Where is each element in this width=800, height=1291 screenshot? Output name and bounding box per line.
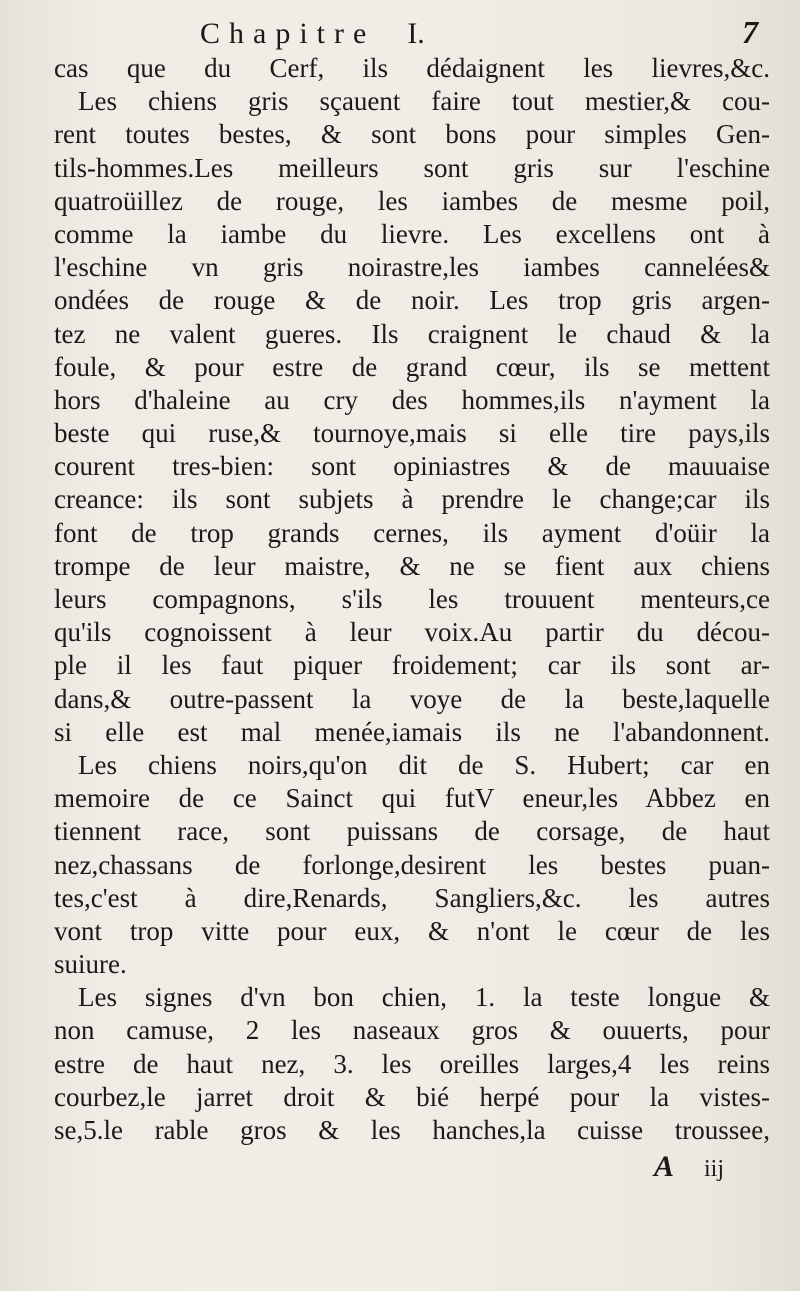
chapter-number: I.: [407, 17, 425, 50]
text-line: dans,& outre-passent la voye de la beste,laquelle: [54, 683, 770, 714]
text-line: courbez,le jarret droit & bié herpé pour la vistes-: [54, 1081, 770, 1112]
text-line: tes,c'est à dire,Renards, Sangliers,&c. les autres: [54, 882, 770, 913]
signature-letter: A: [654, 1150, 675, 1184]
text-line: trompe de leur maistre, & ne se fient aux chiens: [54, 550, 770, 581]
text-line: se,5.le rable gros & les hanches,la cuisse troussee,: [54, 1115, 770, 1145]
text-line: comme la iambe du lievre. Les excellens ont à: [54, 218, 770, 249]
text-line: Les chiens noirs,qu'on dit de S. Hubert; car en: [78, 749, 770, 780]
text-line: vont trop vitte pour eux, & n'ont le cœur de les: [54, 915, 770, 946]
text-line: Les signes d'vn bon chien, 1. la teste longue &: [78, 982, 770, 1013]
body-text: [54, 52, 770, 1147]
text-line: font de trop grands cernes, ils ayment d'oüir la: [54, 517, 770, 548]
text-line: nez,chassans de forlonge,desirent les bestes puan-: [54, 849, 770, 880]
text-line: rent toutes bestes, & sont bons pour simples Gen-: [54, 119, 770, 150]
text-line: foule, & pour estre de grand cœur, ils se mettent: [54, 351, 770, 382]
chapter-word: Chapitre: [200, 17, 376, 50]
text-line: cas que du Cerf, ils dédaignent les lievres,&c.: [54, 53, 770, 83]
text-line: creance: ils sont subjets à prendre le change;car ils: [54, 484, 770, 515]
chapter-title: [200, 17, 425, 51]
text-line: suiure.: [54, 949, 127, 980]
text-line: courent tres-bien: sont opiniastres & de mauuaise: [54, 451, 770, 482]
text-line: quatroüillez de rouge, les iambes de mesme poil,: [54, 185, 770, 216]
page-number: 7: [742, 14, 758, 50]
text-line: qu'ils cognoissent à leur voix.Au partir du décou-: [54, 617, 770, 648]
text-line: tils-hommes.Les meilleurs sont gris sur l'eschine: [54, 152, 770, 183]
text-line: ple il les faut piquer froidement; car ils sont ar-: [54, 650, 770, 681]
text-line: ondées de rouge & de noir. Les trop gris argen-: [54, 285, 770, 316]
text-line: si elle est mal menée,iamais ils ne l'abandonnent.: [54, 716, 770, 747]
running-head: [54, 14, 770, 54]
text-line: tiennent race, sont puissans de corsage, de haut: [54, 816, 770, 847]
text-line: Les chiens gris sçauent faire tout mestier,& cou-: [78, 86, 770, 117]
text-line: memoire de ce Sainct qui futV eneur,les Abbez en: [54, 783, 770, 814]
text-line: tez ne valent gueres. Ils craignent le chaud & la: [54, 318, 770, 349]
text-line: l'eschine vn gris noirastre,les iambes cannelées&: [54, 252, 770, 283]
text-line: non camuse, 2 les naseaux gros & ouuerts, pour: [54, 1015, 770, 1046]
signature-mark: [54, 1147, 770, 1187]
text-line: hors d'haleine au cry des hommes,ils n'ayment la: [54, 384, 770, 415]
signature-leaf: iij: [704, 1156, 725, 1183]
text-line: leurs compagnons, s'ils les trouuent menteurs,ce: [54, 584, 770, 614]
text-line: estre de haut nez, 3. les oreilles larges,4 les reins: [54, 1048, 770, 1079]
text-line: beste qui ruse,& tournoye,mais si elle tire pays,ils: [54, 418, 770, 449]
